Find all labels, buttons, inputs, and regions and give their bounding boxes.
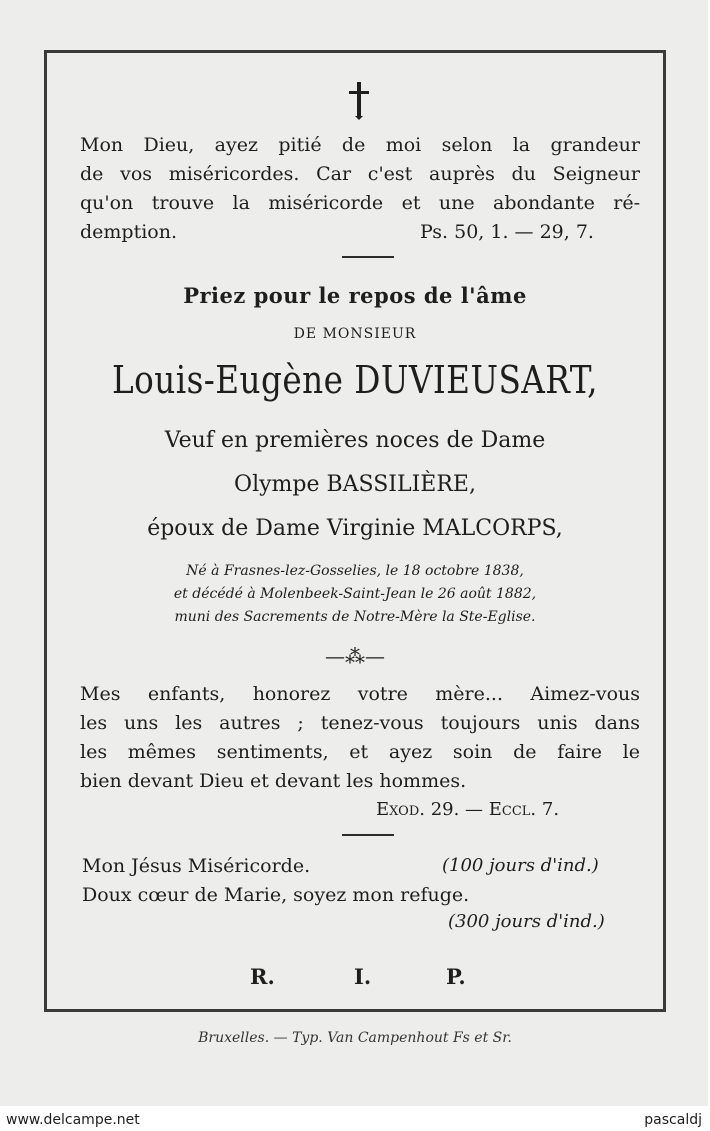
indulgence-note: (100 jours d'ind.) [442,855,599,876]
ejaculation-text: Mon Jésus Miséricorde. [82,855,311,877]
psalm-line: de vos miséricordes. Car c'est auprès du Seigneur [80,163,640,185]
rip-letter: I. [354,964,372,989]
exhortation-line: les mêmes sentiments, et ayez soin de faire le [80,741,640,763]
watermark-site[interactable]: www.delcampe.net [6,1112,140,1128]
psalm-reference: Ps. 50, 1. — 29, 7. [420,221,594,243]
exhortation-line: les uns les autres ; tenez-vous toujours unis dans [80,712,640,734]
title-prefix: DE MONSIEUR [293,326,417,342]
relation-first-wife: Olympe BASSILIÈRE, [234,472,476,497]
rip-letter: P. [446,964,466,989]
divider [342,834,394,836]
ornament-divider: —⁂— [325,644,385,668]
deceased-name: Louis-Eugène DUVIEUSART, [111,358,599,402]
watermark-bar [0,1108,710,1131]
exhortation-line: bien devant Dieu et devant les hommes. [80,770,467,792]
watermark-user: pascaldj [644,1112,702,1128]
relation-spouse: époux de Dame Virginie MALCORPS, [147,516,563,541]
birth-line: Né à Frasnes-lez-Gosselies, le 18 octobre 1838, [186,563,524,579]
printer-imprint: Bruxelles. — Typ. Van Campenhout Fs et Sr. [198,1030,512,1046]
exhortation-line: Mes enfants, honorez votre mère... Aimez-vous [80,683,640,705]
psalm-line: qu'on trouve la miséricorde et une abondante ré- [80,192,640,214]
ejaculation-text: Doux cœur de Marie, soyez mon refuge. [82,884,470,906]
rip-letter: R. [250,964,275,989]
divider [342,256,394,258]
death-line: et décédé à Molenbeek-Saint-Jean le 26 août 1882, [173,586,537,602]
sacraments-line: muni des Sacrements de Notre-Mère la Ste-Eglise. [174,609,536,625]
relation-first-marriage: Veuf en premières noces de Dame [164,428,546,453]
prayer-heading: Priez pour le repos de l'âme [183,283,527,308]
indulgence-note: (300 jours d'ind.) [448,911,605,932]
psalm-line: demption. [80,221,178,243]
exhortation-reference: Exod. 29. — Eccl. 7. [376,799,560,820]
cross-icon [346,80,372,120]
psalm-line: Mon Dieu, ayez pitié de moi selon la grandeur [80,134,640,156]
